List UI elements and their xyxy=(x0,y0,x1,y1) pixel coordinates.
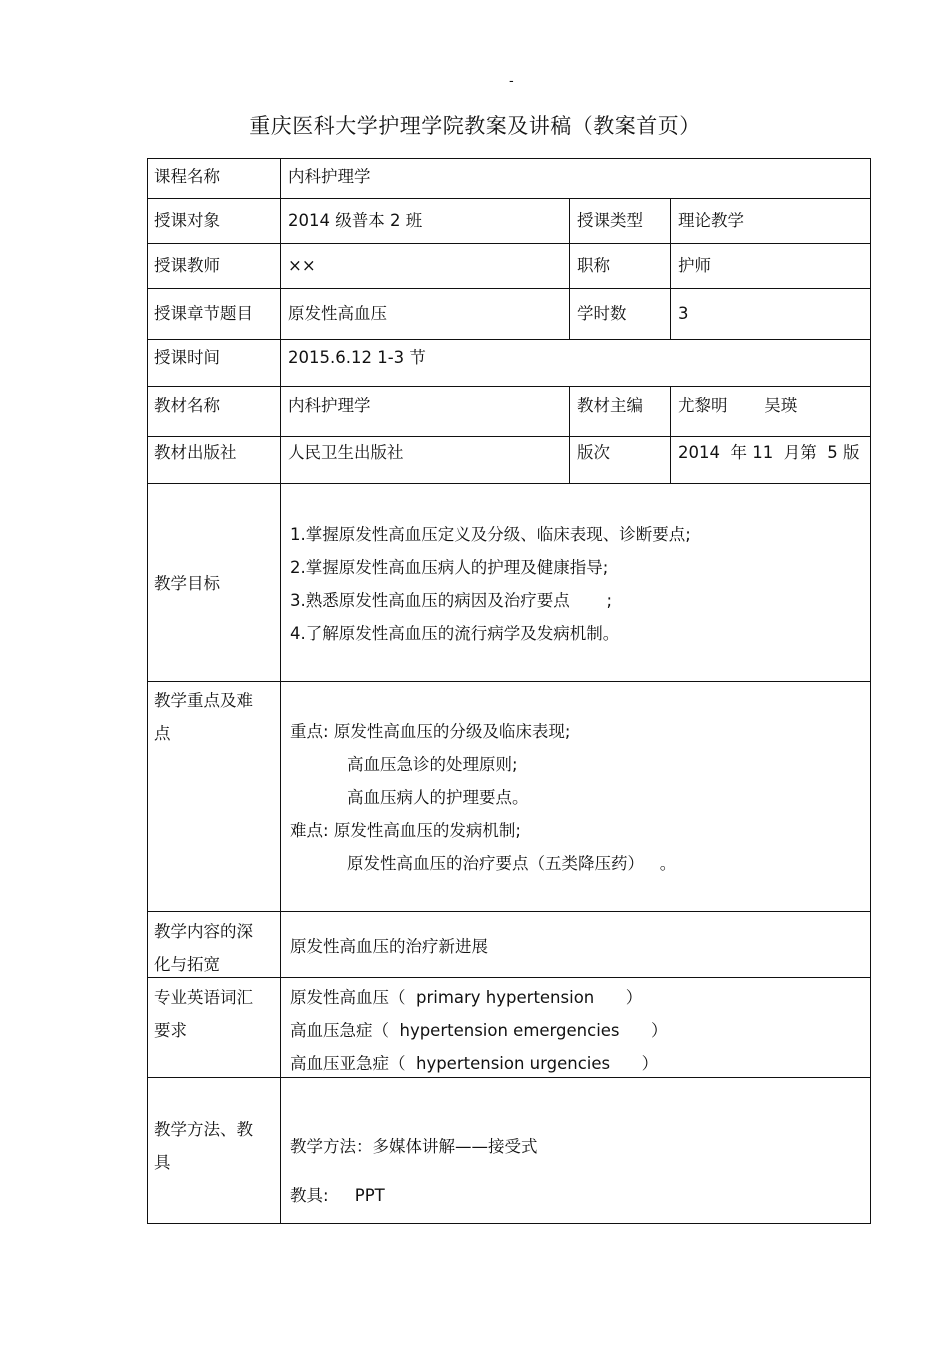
row-divider xyxy=(147,386,280,387)
target-label: 授课对象 xyxy=(154,211,220,230)
methods-label: 教学方法、教 具 xyxy=(154,1120,253,1172)
objectives-list xyxy=(283,518,870,650)
textbook-value: 内科护理学 xyxy=(288,396,371,415)
hours-value: 3 xyxy=(678,304,689,323)
teaching-method: 教学方法：多媒体讲解——接受式 xyxy=(290,1137,538,1156)
objective-item: 3.熟悉原发性高血压的病因及治疗要点 ; xyxy=(290,591,613,610)
header-mark: - xyxy=(509,74,514,89)
english-label: 专业英语词汇 要求 xyxy=(154,988,253,1040)
row-divider xyxy=(147,483,871,484)
edition-label: 版次 xyxy=(577,443,610,462)
objectives-label: 教学目标 xyxy=(154,574,220,593)
row-divider xyxy=(147,288,871,289)
difficult-item: 原发性高血压的发病机制; xyxy=(333,821,521,840)
target-value: 2014 级普本 2 班 xyxy=(288,211,423,230)
hours-label: 学时数 xyxy=(577,304,627,323)
key-item: 高血压急诊的处理原则; xyxy=(347,755,518,774)
publisher-value: 人民卫生出版社 xyxy=(288,443,404,462)
row-divider xyxy=(147,198,871,199)
row-divider xyxy=(147,158,871,159)
difficult-label: 难点: xyxy=(290,821,329,840)
deepening-value: 原发性高血压的治疗新进展 xyxy=(290,937,488,956)
time-label: 授课时间 xyxy=(154,348,220,367)
deepening-label: 教学内容的深 化与拓宽 xyxy=(154,922,253,974)
key-points-label: 教学重点及难 点 xyxy=(154,691,253,743)
course-type-value: 理论教学 xyxy=(678,211,744,230)
column-divider xyxy=(870,158,871,1224)
key-points-content xyxy=(283,715,870,880)
objective-item: 2.掌握原发性高血压病人的护理及健康指导; xyxy=(290,558,609,577)
english-term: 原发性高血压（ primary hypertension ） xyxy=(290,988,643,1007)
edition-value: 2014 年 11 月第 5 版 xyxy=(678,443,860,462)
objective-item: 4.了解原发性高血压的流行病学及发病机制。 xyxy=(290,624,620,643)
course-type-label: 授课类型 xyxy=(577,211,643,230)
editor-value: 尤黎明 吴瑛 xyxy=(678,396,798,415)
textbook-label: 教材名称 xyxy=(154,396,220,415)
row-divider xyxy=(147,1223,871,1224)
chapter-label: 授课章节题目 xyxy=(154,304,253,323)
page-title: 重庆医科大学护理学院教案及讲稿（教案首页） xyxy=(249,114,701,138)
row-divider xyxy=(280,386,871,387)
key-item: 高血压病人的护理要点。 xyxy=(347,788,529,807)
row-divider xyxy=(147,911,871,912)
editor-label: 教材主编 xyxy=(577,396,643,415)
course-name-label: 课程名称 xyxy=(154,167,220,186)
english-term: 高血压急症（ hypertension emergencies ） xyxy=(290,1021,668,1040)
english-term: 高血压亚急症（ hypertension urgencies ） xyxy=(290,1054,659,1073)
teacher-value: ×× xyxy=(288,256,316,275)
key-label: 重点: xyxy=(290,722,329,741)
english-terms xyxy=(283,981,870,1080)
difficult-item: 原发性高血压的治疗要点（五类降压药） 。 xyxy=(347,854,677,873)
title-label: 职称 xyxy=(577,256,610,275)
objective-item: 1.掌握原发性高血压定义及分级、临床表现、诊断要点; xyxy=(290,525,691,544)
time-value: 2015.6.12 1-3 节 xyxy=(288,348,426,367)
teaching-tools: 教具: PPT xyxy=(290,1186,385,1205)
publisher-label: 教材出版社 xyxy=(154,443,237,462)
key-item: 原发性高血压的分级及临床表现; xyxy=(333,722,571,741)
chapter-value: 原发性高血压 xyxy=(288,304,387,323)
row-divider xyxy=(147,243,871,244)
row-divider xyxy=(147,681,871,682)
row-divider xyxy=(147,339,871,340)
teacher-label: 授课教师 xyxy=(154,256,220,275)
title-value: 护师 xyxy=(678,256,711,275)
course-name-value: 内科护理学 xyxy=(288,167,371,186)
